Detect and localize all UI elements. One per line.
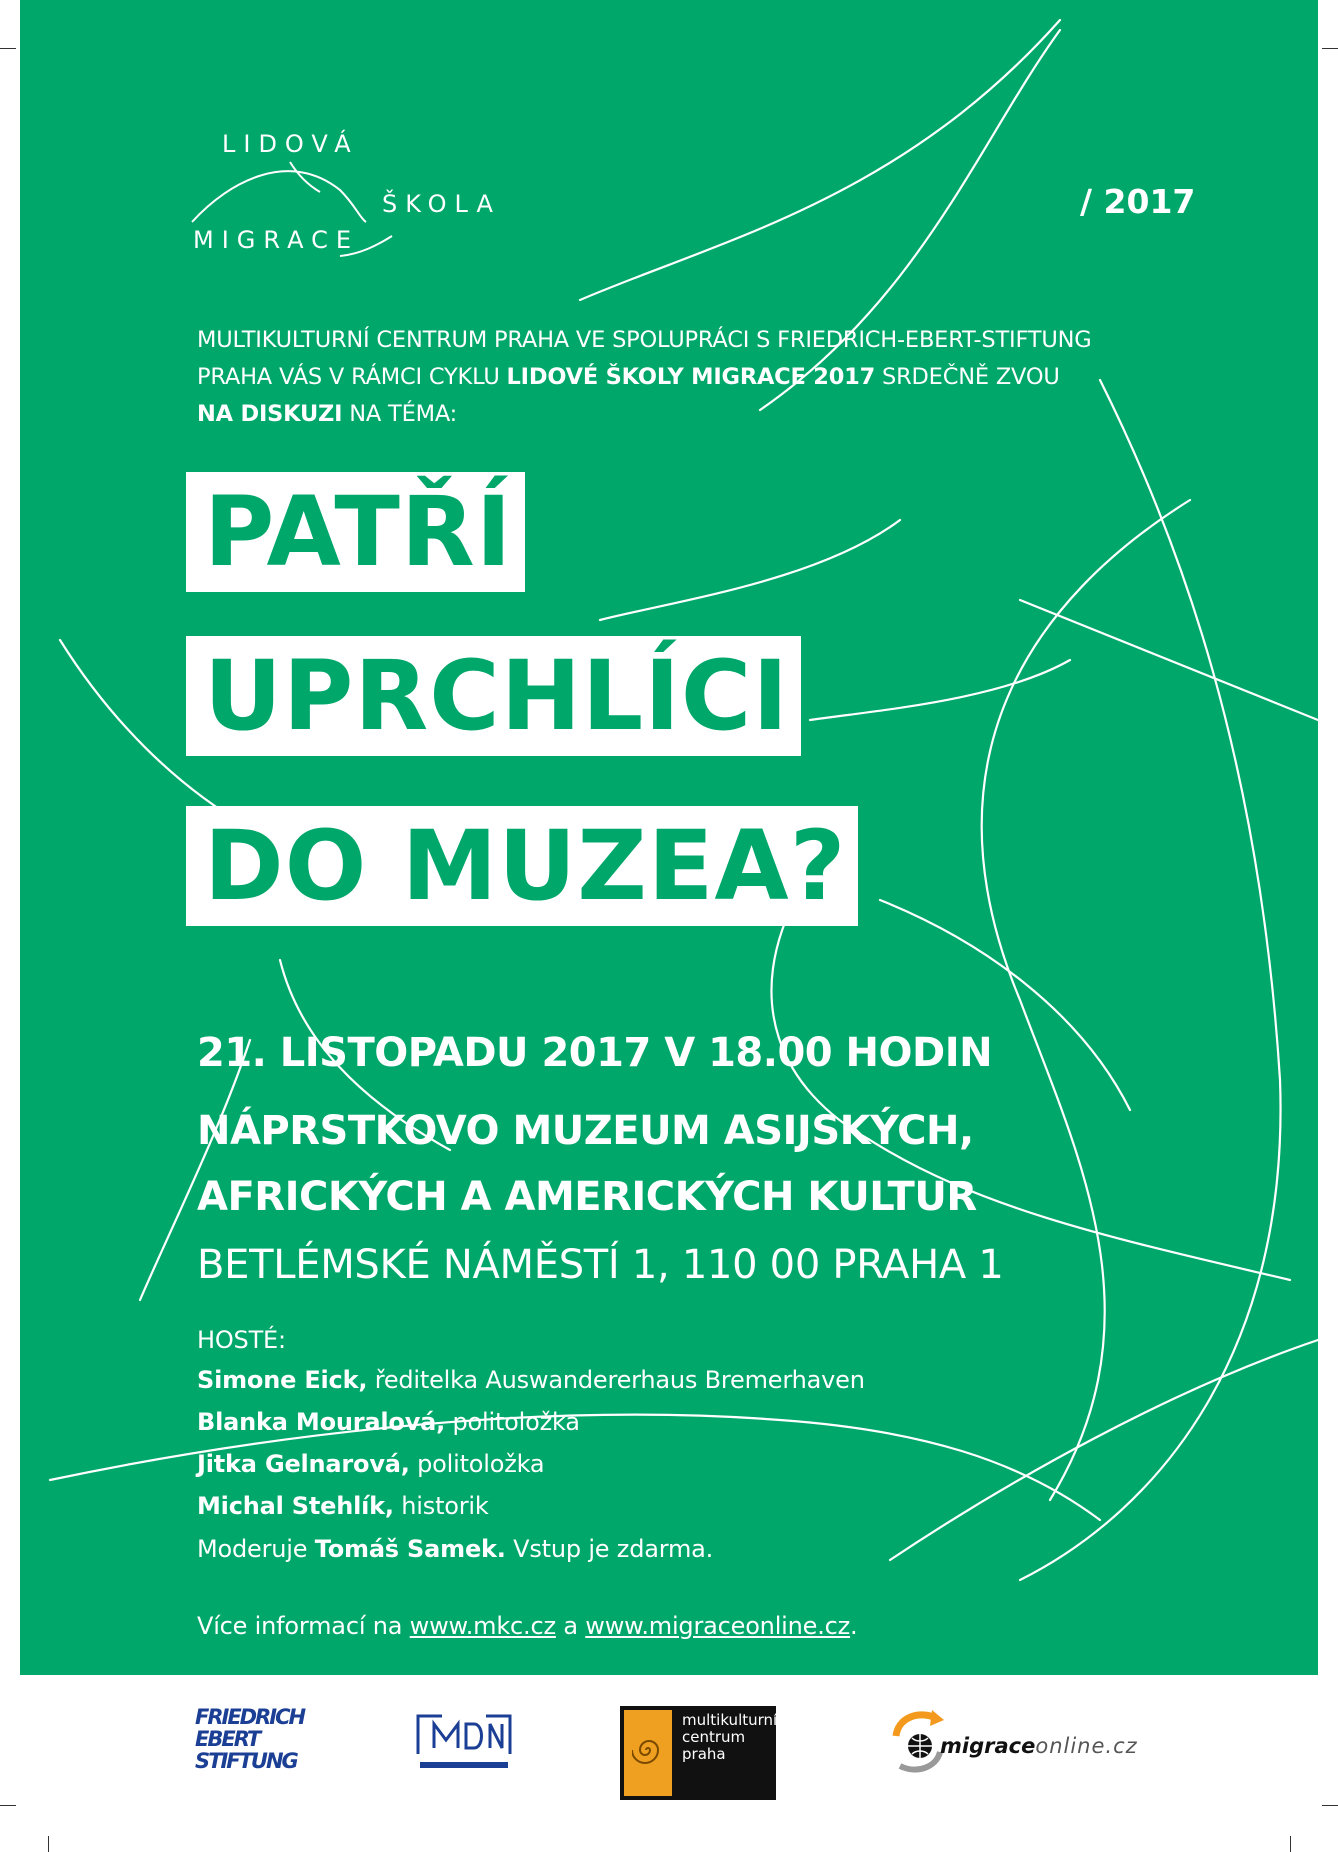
guest-item [197, 1450, 544, 1478]
event-venue-line-2: AFRICKÝCH A AMERICKÝCH KULTUR [197, 1174, 977, 1220]
info-conjunction: a [555, 1612, 586, 1640]
title-line-2: UPRCHLÍCI [186, 636, 801, 756]
migraceonline-wordmark-light: online.cz [1035, 1734, 1138, 1758]
crop-mark [0, 1805, 16, 1806]
moderator-line [197, 1535, 713, 1563]
guest-role: historik [393, 1492, 489, 1520]
guest-name: Blanka Mouralová, [197, 1408, 446, 1436]
mkc-logo-line-1: multikulturní [682, 1711, 778, 1729]
moderator-name: Tomáš Samek. [314, 1535, 506, 1563]
mkc-logo-line-3: praha [682, 1745, 726, 1763]
mkc-logo-line-2: centrum [682, 1728, 746, 1746]
migraceonline-wordmark-bold: migrace [940, 1734, 1036, 1758]
logo-word-skola: ŠKOLA [382, 190, 501, 218]
mdn-logo [412, 1700, 516, 1790]
entry-note: Vstup je zdarma. [505, 1535, 714, 1563]
spiral-icon [632, 1734, 664, 1766]
intro-line-3-text: NA TÉMA: [342, 401, 458, 427]
guest-role: politoložka [445, 1408, 580, 1436]
guest-name: Jitka Gelnarová, [197, 1450, 410, 1478]
migraceonline-wordmark [940, 1734, 1138, 1758]
guest-item [197, 1366, 865, 1394]
mdn-logo-icon [412, 1708, 516, 1778]
event-date: 21. LISTOPADU 2017 V 18.00 HODIN [197, 1030, 993, 1076]
intro-line-2 [197, 359, 1091, 396]
intro-line-2-tail: SRDEČNĚ ZVOU [875, 364, 1060, 390]
mkc-logo-text [682, 1712, 777, 1763]
intro-line-2-highlight: LIDOVÉ ŠKOLY MIGRACE 2017 [506, 364, 876, 390]
guest-item [197, 1408, 580, 1436]
crop-mark [1322, 1805, 1338, 1806]
poster-background [20, 0, 1318, 1675]
fes-logo [195, 1700, 305, 1790]
intro-text [197, 322, 1091, 433]
fes-logo-line-3: STIFTUNG [195, 1749, 297, 1773]
crop-mark [1290, 1836, 1291, 1852]
title-line-3: DO MUZEA? [186, 806, 858, 926]
info-suffix: . [850, 1612, 858, 1640]
crop-mark [0, 48, 16, 49]
fes-logo-line-1: FRIEDRICH [195, 1705, 305, 1729]
info-line [197, 1612, 857, 1640]
guest-role: ředitelka Auswandererhaus Bremerhaven [367, 1366, 865, 1394]
migraceonline-logo [888, 1700, 1158, 1790]
crop-mark [1322, 48, 1338, 49]
info-prefix: Více informací na [197, 1612, 410, 1640]
guest-name: Simone Eick, [197, 1366, 368, 1394]
event-address: BETLÉMSKÉ NÁMĚSTÍ 1, 110 00 PRAHA 1 [197, 1242, 1004, 1288]
moderator-prefix: Moderuje [197, 1535, 315, 1563]
intro-line-2-text: PRAHA VÁS V RÁMCI CYKLU [197, 364, 507, 390]
year-label: / 2017 [1080, 182, 1196, 221]
globe-arrows-icon [888, 1706, 948, 1776]
guest-item [197, 1492, 489, 1520]
guest-role: politoložka [409, 1450, 545, 1478]
migraceonline-link[interactable]: www.migraceonline.cz [585, 1612, 851, 1640]
intro-line-1: MULTIKULTURNÍ CENTRUM PRAHA VE SPOLUPRÁCI S FRIEDRICH-EBERT-STIFTUNG [197, 327, 1092, 353]
mkc-link[interactable]: www.mkc.cz [409, 1612, 556, 1640]
logo-word-migrace: MIGRACE [193, 226, 360, 254]
intro-line-3-highlight: NA DISKUZI [197, 401, 343, 427]
event-venue-line-1: NÁPRSTKOVO MUZEUM ASIJSKÝCH, [197, 1108, 974, 1154]
title-line-1: PATŘÍ [186, 472, 525, 592]
intro-line-3 [197, 396, 1091, 433]
crop-mark [48, 1836, 49, 1852]
guests-heading: HOSTÉ: [197, 1326, 286, 1354]
fes-logo-line-2: EBERT [195, 1727, 260, 1751]
guest-name: Michal Stehlík, [197, 1492, 394, 1520]
logo-word-lidova: LIDOVÁ [222, 130, 359, 158]
logo-swoosh-icon [180, 150, 420, 260]
